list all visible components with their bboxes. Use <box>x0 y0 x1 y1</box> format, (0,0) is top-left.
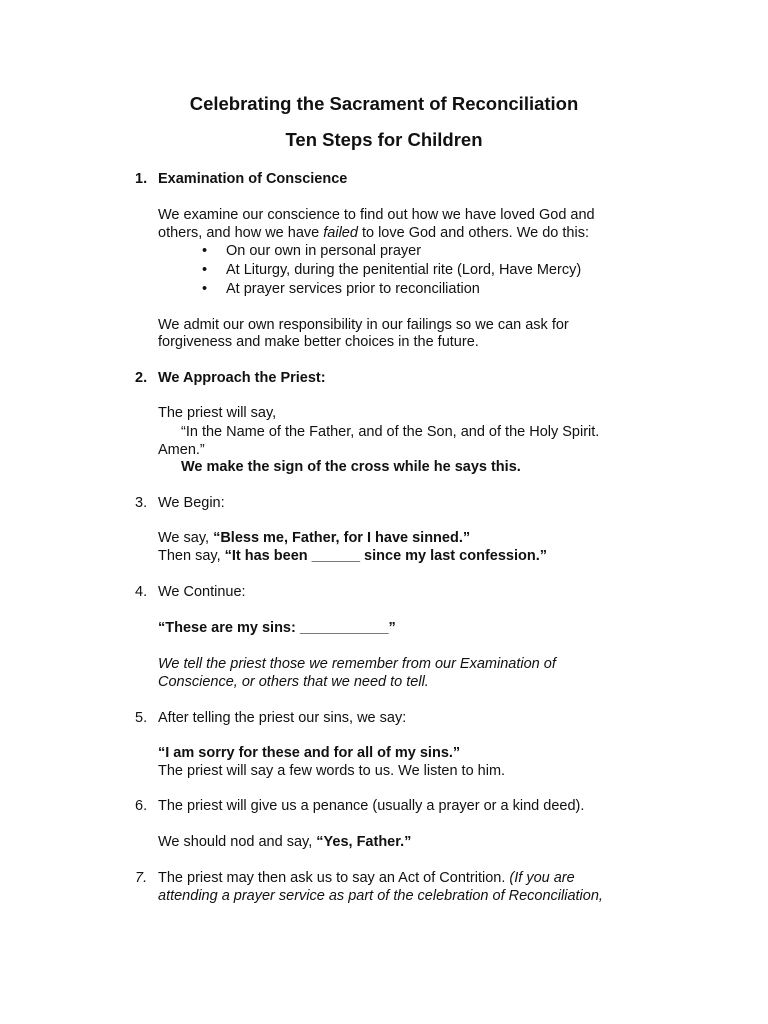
document-subtitle: Ten Steps for Children <box>285 129 483 150</box>
step-2-line-2: “In the Name of the Father, and of the Son, and of the Holy Spirit. <box>181 424 600 440</box>
step-4-heading: We Continue: <box>158 584 246 600</box>
bullet-icon: • <box>202 281 208 297</box>
bullet-item-3: At prayer services prior to reconciliation <box>226 281 480 297</box>
step-5-heading: After telling the priest our sins, we say: <box>158 710 407 726</box>
step-6-line-1: We should nod and say, “Yes, Father.” <box>158 834 412 850</box>
step-7-number: 7. <box>135 870 148 886</box>
step-7-line-1: The priest may then ask us to say an Act of Contrition. (If you are <box>158 870 575 886</box>
bullet-icon: • <box>202 262 208 278</box>
step-2-heading: We Approach the Priest: <box>158 370 326 386</box>
bullet-item-1: On our own in personal prayer <box>226 243 422 259</box>
step-2-number: 2. <box>135 370 148 386</box>
step-4-line-3: Conscience, or others that we need to tell. <box>158 674 429 690</box>
step-3-line-1: We say, “Bless me, Father, for I have sinned.” <box>158 530 471 546</box>
step-5-line-2: The priest will say a few words to us. We listen to him. <box>158 763 506 779</box>
document-title: Celebrating the Sacrament of Reconciliation <box>189 93 579 114</box>
step-1-paragraph-line-1: We examine our conscience to find out how we have loved God and <box>158 207 595 223</box>
emphasis-failed: failed <box>323 225 358 241</box>
step-1-paragraph-2-line-2: forgiveness and make better choices in the future. <box>158 334 479 350</box>
step-6-number: 6. <box>135 798 148 814</box>
step-5-number: 5. <box>135 710 148 726</box>
step-4-line-1: “These are my sins: ___________” <box>158 620 396 636</box>
step-3-line-2: Then say, “It has been ______ since my last confession.” <box>158 548 547 564</box>
step-2-line-4: We make the sign of the cross while he says this. <box>181 459 521 475</box>
step-1-paragraph-line-2: others, and how we have failed to love God and others. We do this: <box>158 225 589 241</box>
step-2-line-3: Amen.” <box>158 442 205 458</box>
step-2-line-1: The priest will say, <box>158 405 277 421</box>
step-1-heading: Examination of Conscience <box>158 171 348 187</box>
step-1-paragraph-2-line-1: We admit our own responsibility in our failings so we can ask for <box>158 317 569 333</box>
step-1-number: 1. <box>135 171 148 187</box>
step-3-number: 3. <box>135 495 148 511</box>
step-6-heading: The priest will give us a penance (usually a prayer or a kind deed). <box>158 798 585 814</box>
step-7-line-2: attending a prayer service as part of the celebration of Reconciliation, <box>158 888 603 904</box>
step-4-line-2: We tell the priest those we remember from our Examination of <box>158 656 556 672</box>
bullet-icon: • <box>202 243 208 259</box>
step-3-heading: We Begin: <box>158 495 225 511</box>
step-5-line-1: “I am sorry for these and for all of my sins.” <box>158 745 461 761</box>
bullet-item-2: At Liturgy, during the penitential rite (Lord, Have Mercy) <box>226 262 582 278</box>
step-4-number: 4. <box>135 584 148 600</box>
